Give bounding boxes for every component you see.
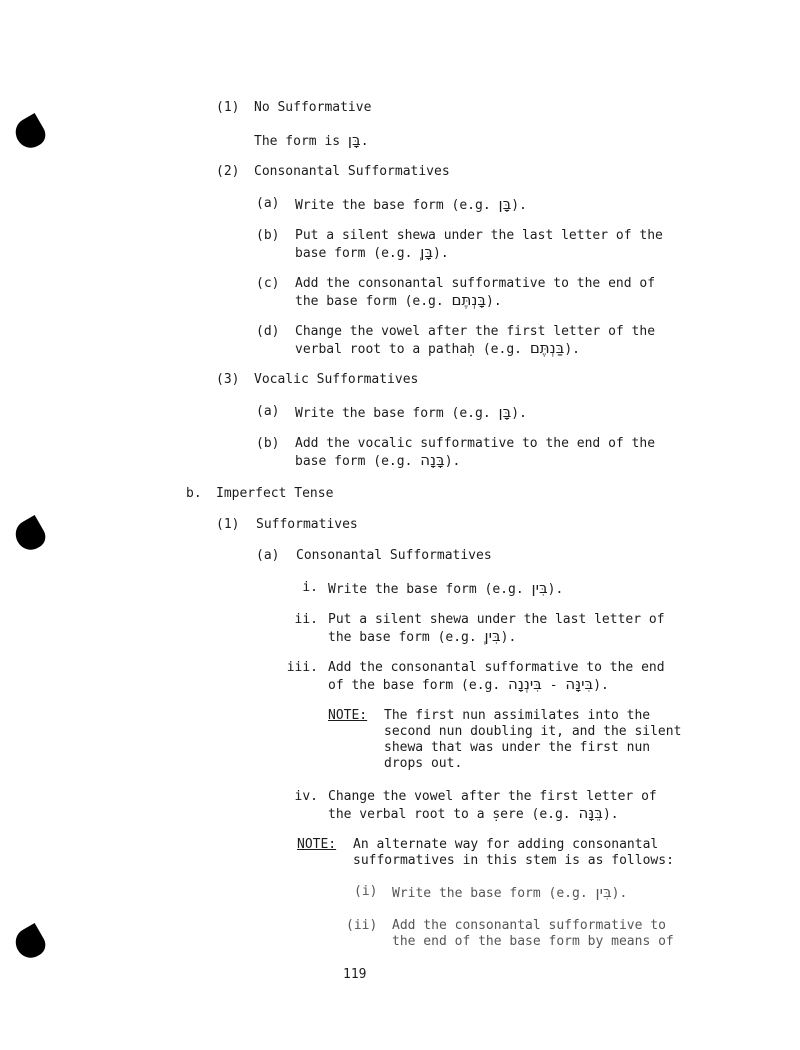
step-text: Write the base form (e.g. [328, 582, 524, 597]
hebrew-word: בָּנְתֶּם [451, 291, 487, 309]
subitem-marker: (d) [256, 324, 280, 339]
form-text: The form is [254, 134, 341, 149]
punctuation: ). [511, 198, 527, 213]
subitem-marker: (a) [256, 404, 280, 419]
subitem-text: the base form (e.g. [295, 294, 444, 309]
step-line [328, 676, 609, 694]
step-line [328, 805, 619, 823]
alt-step-line [392, 884, 627, 902]
alt-step-marker: (ii) [346, 918, 378, 933]
item-title: No Sufformative [254, 100, 372, 115]
step-marker: i. [302, 580, 318, 595]
hebrew-word: בִּיןְ [484, 627, 501, 645]
alt-step-marker: (i) [354, 884, 378, 899]
punctuation: ). [593, 678, 609, 693]
item-title: Vocalic Sufformatives [254, 372, 419, 387]
item-marker: (3) [216, 372, 240, 387]
punch-hole-top [10, 113, 49, 153]
subitem-marker: (b) [256, 228, 280, 243]
punctuation: ). [564, 342, 580, 357]
step-text: Write the base form (e.g. [392, 886, 588, 901]
alt-step-text: the end of the base form by means of [392, 934, 674, 949]
note-line: sufformatives in this stem is as follows: [353, 853, 674, 868]
hebrew-word: בַּנְתֶּם [529, 339, 565, 357]
item-title: Sufformatives [256, 517, 358, 532]
punctuation: ). [433, 246, 449, 261]
subitem-line [295, 340, 580, 358]
subitem-text: Put a silent shewa under the last letter of the [295, 228, 663, 243]
item-marker: (2) [216, 164, 240, 179]
note-label: NOTE: [328, 708, 368, 723]
hebrew-word: בָּן [347, 131, 361, 149]
punch-hole-bottom [10, 923, 49, 963]
page-number: 119 [343, 967, 367, 982]
step-marker: ii. [294, 612, 318, 627]
subitem-marker: (b) [256, 436, 280, 451]
subitem-text: base form (e.g. [295, 246, 413, 261]
subitem-line [295, 404, 527, 422]
subitem-marker: (a) [256, 548, 280, 563]
hebrew-word: בִּינָּה [565, 675, 594, 693]
step-line [328, 628, 516, 646]
note-label: NOTE: [297, 837, 337, 852]
hebrew-word: בֵּנָּה [578, 804, 603, 822]
subitem-marker: (a) [256, 196, 280, 211]
note-line: second nun doubling it, and the silent [384, 724, 682, 739]
hebrew-word: בָּןְ [420, 243, 433, 261]
section-title: Imperfect Tense [216, 486, 334, 501]
step-marker: iii. [286, 660, 318, 675]
note-line: drops out. [384, 756, 463, 771]
punctuation: ). [444, 454, 461, 469]
step-text: the verbal root to a ṣere (e.g. [328, 807, 571, 822]
step-text: Add the consonantal sufformative to the end [328, 660, 665, 675]
step-text: the base form (e.g. [328, 630, 477, 645]
hebrew-word: בָּנָה [420, 451, 445, 469]
subitem-text: Change the vowel after the first letter of the [295, 324, 656, 339]
hebrew-word: בִּין [531, 579, 548, 597]
subitem-line [295, 196, 527, 214]
item-marker: (1) [216, 517, 240, 532]
step-line [328, 580, 563, 598]
alt-step-text: Add the consonantal sufformative to [392, 918, 666, 933]
punch-hole-middle [10, 515, 49, 555]
note-line: An alternate way for adding consonantal [353, 837, 659, 852]
subitem-text: Write the base form (e.g. [295, 406, 491, 421]
subitem-text: Write the base form (e.g. [295, 198, 491, 213]
punctuation: ). [511, 406, 527, 421]
subitem-text: Add the consonantal sufformative to the end of [295, 276, 656, 291]
punctuation: ). [486, 294, 502, 309]
step-text: Change the vowel after the first letter of [328, 789, 657, 804]
hebrew-word: בָּן [498, 403, 512, 421]
hebrew-word: בָּן [498, 195, 512, 213]
subitem-line [295, 244, 449, 262]
section-marker: b. [186, 486, 202, 501]
punctuation: ). [602, 807, 619, 822]
subitem-text: Add the vocalic sufformative to the end of the [295, 436, 656, 451]
subitem-text: base form (e.g. [295, 454, 413, 469]
subitem-text: verbal root to a pathaḥ (e.g. [295, 342, 522, 357]
step-text: Put a silent shewa under the last letter of [328, 612, 665, 627]
subitem-line [295, 292, 502, 310]
subitem-line [295, 452, 460, 470]
punctuation: ). [547, 582, 564, 597]
step-text: of the base form (e.g. [328, 678, 501, 693]
hebrew-word: בִּינְנָה [508, 675, 542, 693]
punctuation: . [360, 134, 369, 149]
punctuation: ). [611, 886, 628, 901]
dash: - [549, 678, 558, 693]
subitem-marker: (c) [256, 276, 280, 291]
hebrew-word: בִּין [595, 883, 612, 901]
punctuation: ). [500, 630, 517, 645]
note-line: shewa that was under the first nun [384, 740, 651, 755]
item-marker: (1) [216, 100, 240, 115]
form-line [254, 132, 369, 150]
subitem-title: Consonantal Sufformatives [296, 548, 492, 563]
note-line: The first nun assimilates into the [384, 708, 651, 723]
item-title: Consonantal Sufformatives [254, 164, 450, 179]
step-marker: iv. [294, 789, 318, 804]
